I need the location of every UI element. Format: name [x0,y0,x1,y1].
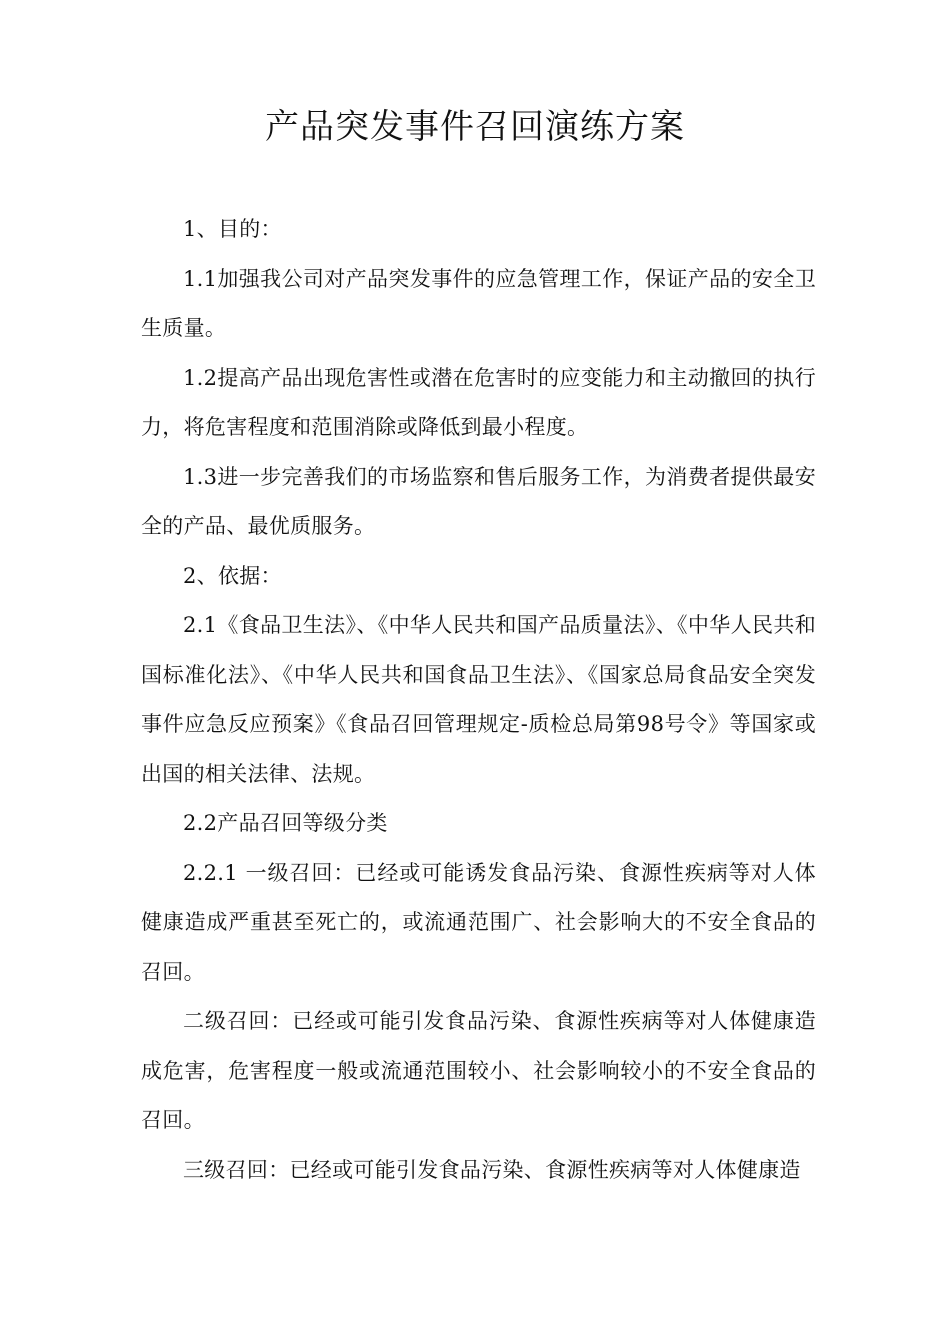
paragraph-1-1: 1.1加强我公司对产品突发事件的应急管理工作，保证产品的安全卫生质量。 [141,266,816,340]
paragraph-2-2: 2.2产品召回等级分类 [183,811,388,835]
paragraph-2-2-1: 2.2.1 一级召回：已经或可能诱发食品污染、食源性疾病等对人体健康造成严重甚至死亡的，或流通范围广、社会影响大的不安全食品的召回。 [141,860,816,984]
paragraph-purpose-heading: 1、目的： [183,217,282,241]
paragraph-level-2-recall: 二级召回：已经或可能引发食品污染、食源性疾病等对人体健康造成危害，危害程度一般或流通范围较小、社会影响较小的不安全食品的召回。 [141,1009,816,1132]
paragraph-level-3-recall: 三级召回：已经或可能引发食品污染、食源性疾病等对人体健康造 [183,1157,801,1182]
document-body [141,205,816,1195]
paragraph-basis-heading: 2、依据： [183,563,282,588]
paragraph-1-2: 1.2提高产品出现危害性或潜在危害时的应变能力和主动撤回的执行力，将危害程度和范围消除或降低到最小程度。 [141,365,816,439]
paragraph-2-1: 2.1《食品卫生法》、《中华人民共和国产品质量法》、《中华人民共和国标准化法》、《中华人民共和国食品卫生法》、《国家总局食品安全突发事件应急反应预案》《食品召回管理规定-质检总局第98号令》等国家或出国的相关法律、法规。 [141,613,816,786]
document-title: 产品突发事件召回演练方案 [265,107,685,147]
paragraph-1-3: 1.3进一步完善我们的市场监察和售后服务工作，为消费者提供最安全的产品、最优质服务。 [141,464,816,538]
